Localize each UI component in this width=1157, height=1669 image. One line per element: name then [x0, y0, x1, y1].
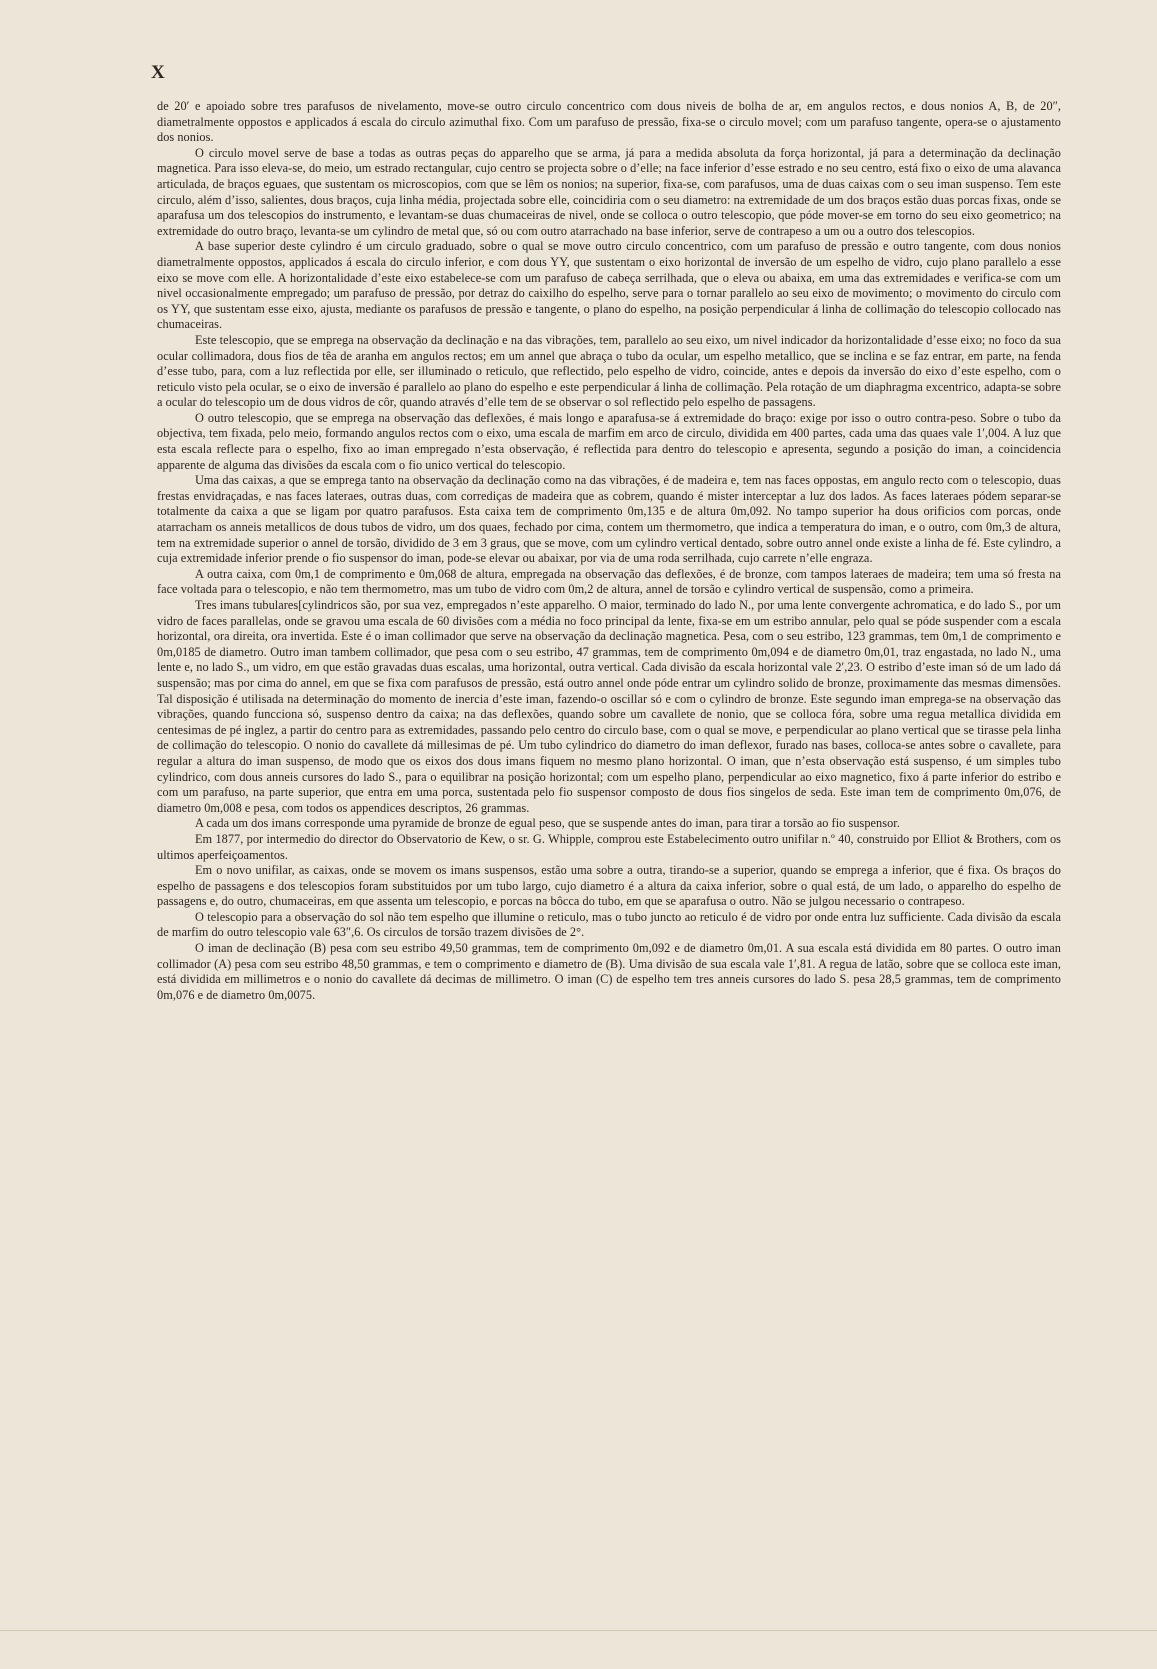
page-edge-divider	[0, 1630, 1157, 1631]
paragraph: Uma das caixas, a que se emprega tanto na observação da declinação como na das vibrações, é de madeira e, tem nas faces oppostas, em angulo recto com o telescopio, duas frestas envidraçadas, e nas faces lateraes, outras duas, com corrediças de madeira que as cobrem, quando é mister interceptar a luz dos lados. As faces lateraes pódem separar-se totalmente da caixa a que se ligam por quatro parafusos. Esta caixa tem de comprimento 0m,135 e de altura 0m,092. No tampo superior ha dous orificios com porcas, onde atarracham os anneis metallicos de dous tubos de vidro, um dos quaes, fechado por cima, contem um thermometro, que indica a temperatura do iman, e o outro, com 0m,3 de altura, tem na extremidade superior o annel de torsão, dividido de 3 em 3 graus, que se move, com um cylindro vertical dentado, sobre outro annel onde existe a linha de fé. Este cylindro, a cuja extremidade inferior prende o fio suspensor do iman, pode-se elevar ou abaixar, por via de uma roda serrilhada, cujo carrete n’elle engraza.	[157, 473, 1061, 566]
paragraph: Em o novo unifilar, as caixas, onde se movem os imans suspensos, estão uma sobre a outra, tirando-se a superior, quando se emprega a inferior, que é fixa. Os braços do espelho de passagens e dos telescopios foram substituidos por um tubo largo, cujo diametro é a altura da caixa inferior, sobre o qual está, de um lado, o apparelho do espelho de passagens e, do outro, chumaceiras, em que assenta um telescopio, e porcas na bôcca do tubo, em que se aparafusa o outro. Não se julgou necessario o contrapeso.	[157, 863, 1061, 909]
paragraph: O telescopio para a observação do sol não tem espelho que illumine o reticulo, mas o tubo juncto ao reticulo é de vidro por onde entra luz sufficiente. Cada divisão da escala de marfim do outro telescopio vale 63″,6. Os circulos de torsão trazem divisões de 2°.	[157, 909, 1061, 940]
paragraph: de 20′ e apoiado sobre tres parafusos de nivelamento, move-se outro circulo concentrico com dous niveis de bolha de ar, em angulos rectos, e dous nonios A, B, de 20″, diametralmente oppostos e applicados á escala do circulo azimuthal fixo. Com um parafuso de pressão, fixa-se o circulo movel; com um parafuso tangente, opera-se o ajustamento dos nonios.	[157, 99, 1061, 145]
paragraph: Em 1877, por intermedio do director do Observatorio de Kew, o sr. G. Whipple, comprou este Estabelecimento outro unifilar n.º 40, construido por Elliot & Brothers, com os ultimos aperfeiçoamentos.	[157, 831, 1061, 862]
body-text	[157, 99, 1061, 1003]
paragraph: O circulo movel serve de base a todas as outras peças do apparelho que se arma, já para a medida absoluta da força horizontal, já para a determinação da declinação magnetica. Para isso eleva-se, do meio, um estrado rectangular, cujo centro se projecta sobre o d’elle; na face inferior d’esse estrado e no seu centro, está fixo o eixo de uma alavanca articulada, de braços eguaes, que sustentam os microscopios, com que se lêm os nonios; na superior, fixa-se, com parafusos, uma de duas caixas com o seu iman suspenso. Tem este circulo, além d’isso, salientes, dous braços, cuja linha média, projectada sobre elle, coincidiria com o seu diametro: na extremidade de um dos braços estão duas porcas fixas, onde se aparafusa um dos telescopios do instrumento, e levantam-se duas chumaceiras de nivel, onde se colloca o outro telescopio, que póde mover-se em torno do seu eixo geometrico; na extremidade do outro braço, levanta-se um cylindro de metal que, só ou com outro atarrachado na base inferior, serve de contrapeso a um ou a outro dos telescopios.	[157, 145, 1061, 238]
paragraph: A cada um dos imans corresponde uma pyramide de bronze de egual peso, que se suspende antes do iman, para tirar a torsão ao fio suspensor.	[195, 816, 900, 831]
paragraph: O outro telescopio, que se emprega na observação das deflexões, é mais longo e aparafusa-se á extremidade do braço: exige por isso o outro contra-peso. Sobre o tubo da objectiva, tem fixada, pelo meio, formando angulos rectos com o eixo, uma escala de marfim em arco de circulo, dividida em 400 partes, cada uma das quaes vale 1′,004. A luz que esta escala reflecte para o espelho, fixo ao iman empregado n’esta observação, é reflectida para dentro do telescopio e apresenta, segundo a posição do iman, a coincidencia apparente de alguma das divisões da escala com o fio unico vertical do telescopio.	[157, 410, 1061, 472]
paragraph: A base superior deste cylindro é um circulo graduado, sobre o qual se move outro circulo concentrico, com um parafuso de pressão e outro tangente, com dous nonios diametralmente oppostos, applicados á escala do circulo inferior, e com dous YY, que sustentam o eixo horizontal de inversão de um espelho de vidro, cujo plano parallelo a esse eixo se move com elle. A horizontalidade d’este eixo estabelece-se com um parafuso de cabeça serrilhada, que o eleva ou abaixa, em uma das extremidades e verifica-se com um nivel occasionalmente empregado; um parafuso de pressão, por detraz do caixilho do espelho, serve para o tornar parallelo ao seu eixo de movimento; o movimento do circulo com os YY, que sustentam esse eixo, ajusta, mediante os parafusos de pressão e tangente, o plano do espelho, na posição perpendicular á linha de collimação do telescopio collocado nas chumaceiras.	[157, 239, 1061, 332]
paragraph: Este telescopio, que se emprega na observação da declinação e na das vibrações, tem, parallelo ao seu eixo, um nivel indicador da horizontalidade d’esse eixo; no foco da sua ocular collimadora, dous fios de têa de aranha em angulos rectos; em um annel que abraça o tubo da ocular, um espelho metallico, que se inclina e se faz entrar, em parte, na fenda d’esse tubo, para, com a luz reflectida por elle, ser illuminado o reticulo, que reflectido, pelo espelho de vidro, coincide, antes e depois da inversão do eixo d’este espelho, com o reticulo visto pela ocular, se o eixo de inversão é parallelo ao plano do espelho e este perpendicular á linha de collimação. Pela rotação de um diaphragma excentrico, adapta-se sobre a ocular do telescopio um de dous vidros de côr, quando através d’elle tem de se observar o sol reflectido pelo espelho de passagens.	[157, 332, 1061, 410]
page-number: X	[151, 62, 165, 83]
paragraph: O iman de declinação (B) pesa com seu estribo 49,50 grammas, tem de comprimento 0m,092 e de diametro 0m,01. A sua escala está dividida em 80 partes. O outro iman collimador (A) pesa com seu estribo 48,50 grammas, e tem o comprimento e diametro de (B). Uma divisão de sua escala vale 1′,81. A regua de latão, sobre que se colloca este iman, está dividida em millimetros e o nonio do cavallete dá decimas de millimetro. O iman (C) de espelho tem tres anneis cursores do lado S. pesa 28,5 grammas, tem de comprimento 0m,076 e de diametro 0m,0075.	[157, 941, 1061, 1002]
paragraph: A outra caixa, com 0m,1 de comprimento e 0m,068 de altura, empregada na observação das deflexões, é de bronze, com tampos lateraes de madeira; tem uma só fresta na face voltada para o telescopio, e não tem thermometro, mas um tubo de vidro com 0m,2 de altura, annel de torsão e cylindro vertical de suspensão, como a primeira.	[157, 566, 1061, 597]
paragraph: Tres imans tubulares[cylindricos são, por sua vez, empregados n’este apparelho. O maior, terminado do lado N., por uma lente convergente achromatica, e do lado S., por um vidro de faces parallelas, onde se gravou uma escala de 60 divisões com a média no foco principal da lente, fixa-se em um estribo annular, pelo qual se póde suspender com a escala horizontal, ora direita, ora invertida. Este é o iman collimador que serve na observação da declinação magnetica. Pesa, com o seu estribo, 123 grammas, tem 0m,1 de comprimento e 0m,0185 de diametro. Outro iman tambem collimador, que pesa com o seu estribo, 47 grammas, tem de comprimento 0m,094 e de diametro 0m,01, traz engastada, no lado N., uma lente e, no lado S., um vidro, em que estão gravadas duas escalas, uma horizontal, outra vertical. Cada divisão da escala horizontal vale 2′,23. O estribo d’este iman só de um lado dá suspensão; mas por cima do annel, em que se fixa com parafusos de pressão, está outro annel onde póde entrar um cylindro solido de bronze, proximamente das mesmas dimensões. Tal disposição é utilisada na determinação do momento de inercia d’este iman, fazendo-o oscillar só e com o cylindro de bronze. Este segundo iman emprega-se na observação das vibrações, quando funcciona só, suspenso dentro da caixa; na das deflexões, quando sobre um cavallete de nonio, que se colloca fóra, sobre uma regua metallica dividida em centesimas de pé inglez, a partir do centro para as extremidades, passando pelo centro do circulo base, com o qual se move, e perpendicular ao plano vertical que se tirasse pela linha de collimação do telescopio. O nonio do cavallete dá millesimas de pé. Um tubo cylindrico do diametro do iman deflexor, furado nas bases, colloca-se antes sobre o cavallete, para regular a altura do iman suspenso, de modo que os eixos dos dous imans fiquem no mesmo plano horizontal. O iman, que n’esta observação está suspenso, é um simples tubo cylindrico, com dous anneis cursores do lado S., para o equilibrar na posição horizontal; com um espelho plano, perpendicular ao eixo magnetico, fixo á parte inferior do estribo e com um parafuso, na parte superior, que entra em uma porca, sustentada pelo fio suspensor composto de dous fios singelos de seda. Este iman tem de comprimento 0m,076, de diametro 0m,008 e pesa, com todos os appendices descriptos, 26 grammas.	[157, 598, 1061, 815]
